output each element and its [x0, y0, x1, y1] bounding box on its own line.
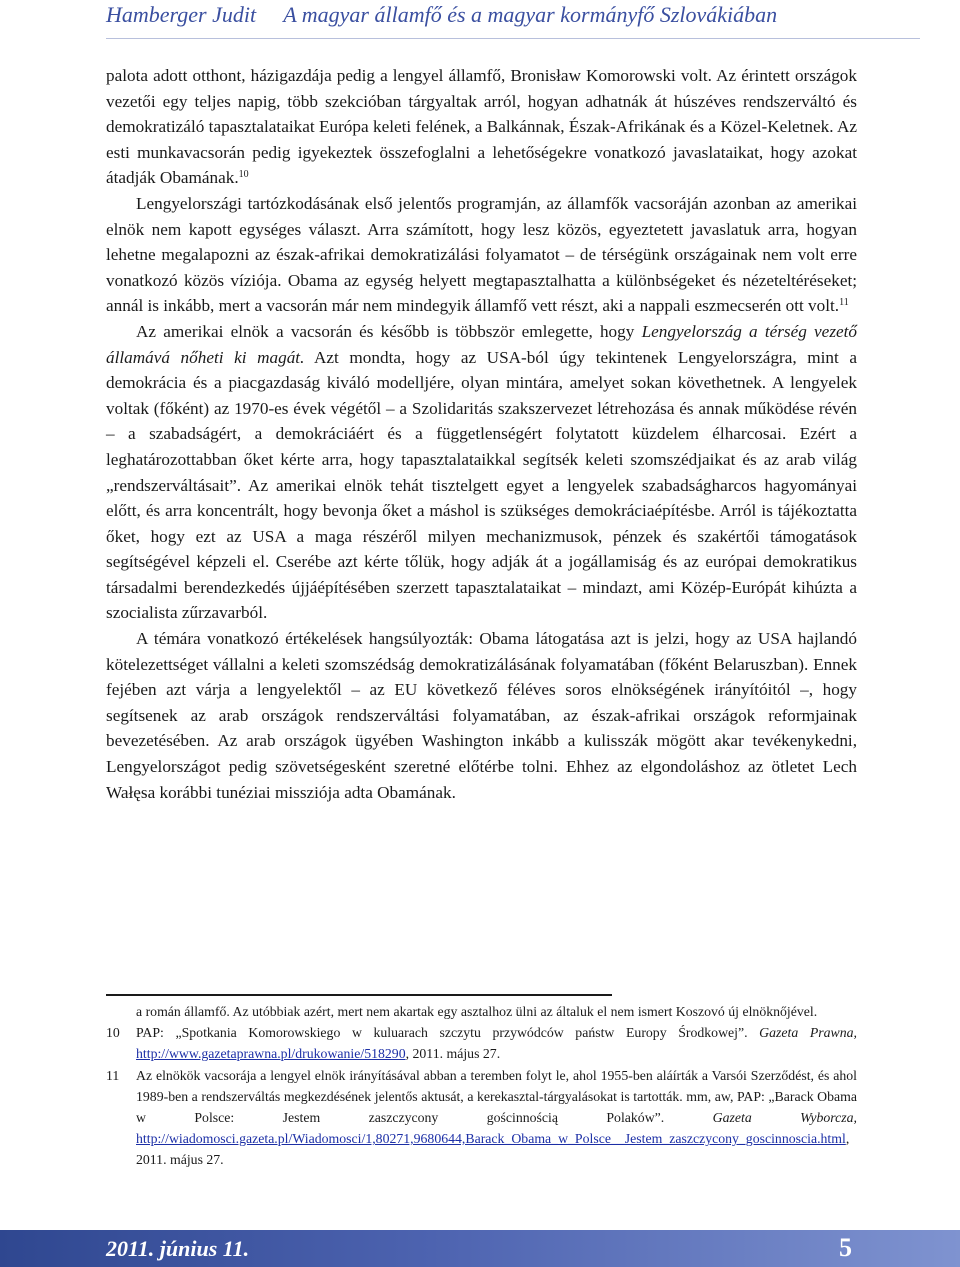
footnote-10: 10 PAP: „Spotkania Komorowskiego w kuluarach szczytu przywódców państw Europy Środkowej”. Gazeta Prawna, http://www.gazetaprawna.pl/drukowanie/518290, 2011. május 27. — [106, 1022, 857, 1064]
footnote-11: 11 Az elnökök vacsorája a lengyel elnök irányításával abban a teremben folyt le, ahol 1955-ben aláírták a Varsói Szerződést, és ahol 1989-ben a rendszerváltás megkezdésének jelentős aktusát, a kerekasztal-tárgyalásokat is tartották. mm, aw, PAP: „Barack Obama w Polsce: Jestem zaszczycony gościnnością Polaków”. Gazeta Wyborcza, http://wiadomosci.gazeta.pl/Wiadomosci/1,80271,9680644,Barack_Obama_w_Polsce__Jestem_zaszczycony_goscinnoscia.html, 2011. május 27. — [106, 1065, 857, 1171]
paragraph-2: Lengyelországi tartózkodásának első jelentős programján, az államfők vacsoráján azonban az amerikai elnök nem kapott egységes választ. Arra számított, hogy lesz közös, egyeztetett javaslatuk arra, hogyan lehetne megalapozni az észak-afrikai demokratizálási folyamatot – de térségünk országainak nem volt erre vonatkozó közös víziója. Obama az egység helyett megtapasztalhatta a különbségeket és nézeteltéréseket; annál is inkább, mert a vacsorán már nem mindegyik államfő vett részt, aki a nappali eszmecserén ott volt.$^{11}$ — [106, 193, 857, 316]
paragraph-4: A témára vonatkozó értékelések hangsúlyozták: Obama látogatása azt is jelzi, hogy az USA hajlandó kötelezettséget vállalni a keleti szomszédság demokratizálásának folyamatában (főként Belaruszban). Ennek fejében azt várja a lengyelektől – az EU következő féléves soros elnökségének irányítóitól –, hogy segítsenek az arab országok rendszerváltási folyamatában, az észak-afrikai országok reformjainak bevezetésében. Az arab országok ügyében Washington inkább a kulisszák mögött akar tevékenykedni, Lengyelországot pedig szövetségesként szeretné előtérbe tolni. Ehhez az elgondoláshoz az ötletet Lech Wałęsa korábbi tunéziai missziója adta Obamának. — [106, 629, 857, 802]
header-title: A magyar államfő és a magyar kormányfő Szlovákiában — [283, 2, 778, 27]
footnote-ref-10[interactable]: 10 — [238, 169, 249, 181]
footnote-number: 10 — [106, 1025, 120, 1041]
page-number: 5 — [839, 1233, 852, 1262]
running-header — [106, 2, 900, 32]
footer-date: 2011. június 11. — [106, 1236, 250, 1261]
quote-emphasis: Lengyelország a térség vezető államává nőheti ki magát. — [106, 321, 858, 367]
header-author: Hamberger Judit — [106, 2, 257, 27]
footnote-continuation: a román államfő. Az utóbbiak azért, mert nem akartak egy asztalhoz ülni az általuk el nem ismert Koszovó új elnöknőjével. — [136, 1004, 818, 1019]
footnote-ref-11[interactable]: 11 — [839, 297, 849, 309]
footnotes — [106, 1001, 857, 1171]
footnote-link[interactable]: http://wiadomosci.gazeta.pl/Wiadomosci/1,80271,9680644,Barack_Obama_w_Polsce__Jestem_zaszczycony_goscinnoscia.html — [136, 1131, 846, 1147]
footnote-divider — [106, 994, 612, 996]
header-divider — [106, 38, 920, 39]
article-body — [106, 63, 857, 805]
paragraph-1: palota adott otthont, házigazdája pedig a lengyel államfő, Bronisław Komorowski volt. Az érintett országok vezetői egy teljes napig, több szekcióban tárgyaltak arról, hogyan adhatnák át húszéves rendszerváltó és demokratizáló tapasztalataikat Európa keleti felének, a Balkánnak, Észak-Afrikának és a Közel-Keletnek. Az esti munkavacsorán pedig igyekeztek összefoglalni a lehetőségekre vonatkozó javaslataikat, hogy azokat átadják Obamának.$^{10}$ — [106, 66, 857, 188]
paragraph-3: Az amerikai elnök a vacsorán és később is többször emlegette, hogy Lengyelország a térség vezető államává nőheti ki magát. Azt mondta, hogy az USA-ból úgy tekintenek Lengyelországra, mint a demokrácia és a piacgazdaság kiváló modelljére, olyan mintára, amelyet sokan követhetnek. A lengyelek voltak (főként) az 1970-es évek végétől – a Szolidaritás szakszervezet létrehozása és annak működése révén – a szabadságért, a demokráciáért és a függetlenségért folytatott küzdelem élharcosai. Ezért a leghatározottabban őket kérte arra, hogy tapasztalataikkal segítsék keleti szomszédjaikat és az arab világ „rendszerváltásait”. Az amerikai elnök tehát tisztelgett egyet a lengyelek szabadságharcos hagyományai előtt, és arra koncentrált, hogy bevonja őket a máshol is szükséges demokráciaépítésbe. Arról is tájékoztatta őket, hogy ezt az USA a maga részéről milyen mechanizmusok, pénzek és szakértői támogatások segítségével képzeli el. Cserébe azt kérte tőlük, hogy adják át a jogállamiság és az európai demokratikus társadalmi berendezkedés újjáépítésében szerzett tapasztalataikat – mindazt, ami Közép-Európát kihúzta a szocialista zűrzavarból. — [106, 321, 858, 623]
footnote-link[interactable]: http://www.gazetaprawna.pl/drukowanie/518290 — [136, 1046, 406, 1062]
footnote-number: 11 — [106, 1067, 120, 1083]
